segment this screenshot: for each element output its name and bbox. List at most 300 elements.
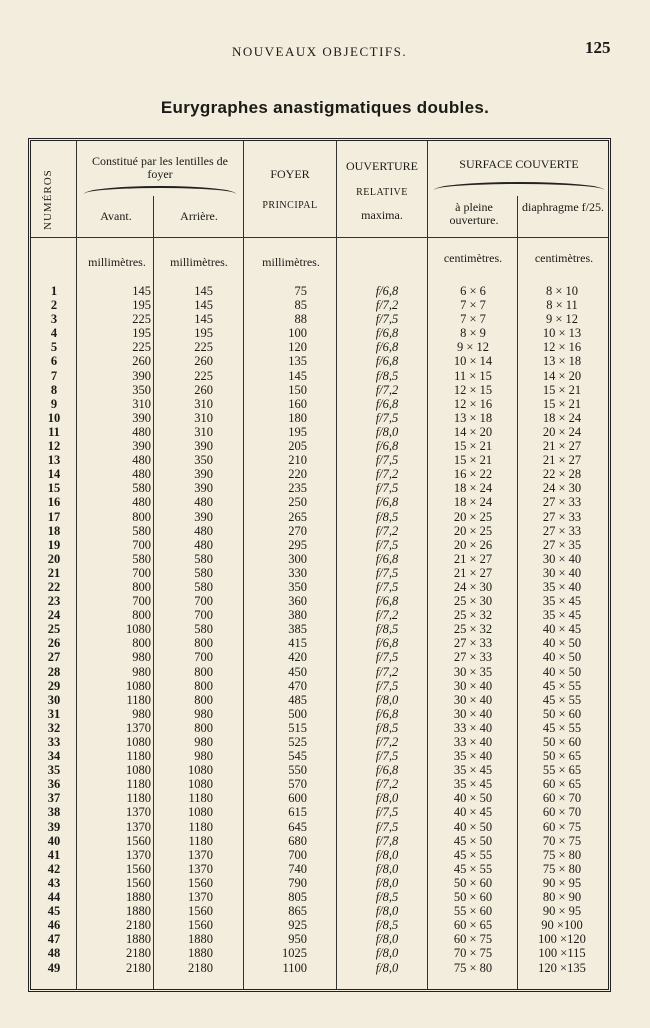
cell-arriere: 800 [194, 692, 213, 707]
cell-numero: 44 [47, 890, 61, 905]
table-row [31, 735, 608, 749]
running-head: NOUVEAUX OBJECTIFS. [232, 44, 408, 59]
cell-surface-diaphragme: 18 × 24 [542, 410, 582, 425]
cell-numero: 30 [47, 692, 61, 707]
cell-surface-diaphragme: 8 × 10 [545, 284, 579, 298]
cell-ouverture: f/7,5 [375, 481, 399, 496]
cell-foyer: 295 [288, 537, 307, 552]
cell-numero: 3 [50, 312, 58, 327]
cell-avant: 1370 [126, 720, 151, 735]
cell-ouverture: f/7,2 [375, 382, 399, 397]
cell-arriere: 225 [194, 368, 213, 383]
cell-avant: 980 [132, 664, 151, 679]
cell-avant: 145 [132, 284, 151, 298]
table-row [31, 354, 608, 368]
cell-surface-pleine: 55 × 60 [453, 904, 493, 919]
cell-foyer: 500 [288, 706, 307, 721]
cell-surface-diaphragme: 35 × 45 [542, 594, 582, 609]
cell-avant: 1370 [126, 805, 151, 820]
table-row [31, 524, 608, 538]
cell-arriere: 700 [194, 594, 213, 609]
cell-numero: 25 [47, 622, 61, 637]
cell-surface-pleine: 75 × 80 [453, 960, 493, 975]
cell-ouverture: f/7,5 [375, 565, 399, 580]
cell-avant: 580 [132, 481, 151, 496]
cell-surface-pleine: 40 × 50 [453, 819, 493, 834]
cell-surface-pleine: 35 × 45 [453, 777, 493, 792]
cell-numero: 41 [47, 847, 61, 862]
cell-numero: 8 [50, 382, 58, 397]
cell-ouverture: f/7,2 [375, 523, 399, 538]
cell-arriere: 580 [194, 622, 213, 637]
table-row [31, 876, 608, 890]
cell-surface-pleine: 9 × 12 [456, 340, 490, 355]
cell-numero: 33 [47, 735, 61, 749]
cell-numero: 20 [47, 551, 61, 566]
table-row [31, 495, 608, 509]
cell-arriere: 800 [194, 720, 213, 735]
cell-ouverture: f/7,2 [375, 777, 399, 792]
cell-surface-diaphragme: 75 × 80 [542, 847, 582, 862]
header-ouverture: OUVERTURE [346, 159, 418, 173]
cell-surface-diaphragme: 30 × 40 [542, 565, 582, 580]
cell-avant: 800 [132, 636, 151, 651]
cell-ouverture: f/8,0 [375, 875, 399, 890]
cell-foyer: 385 [288, 622, 307, 637]
cell-foyer: 485 [288, 692, 307, 707]
cell-surface-pleine: 16 × 22 [453, 467, 493, 482]
cell-ouverture: f/8,0 [375, 946, 399, 961]
table-row [31, 538, 608, 552]
header-constitue: Constitué par les lentilles de foyer [92, 154, 228, 181]
cell-ouverture: f/7,2 [375, 735, 399, 749]
cell-numero: 27 [47, 650, 61, 665]
cell-foyer: 75 [294, 284, 307, 298]
cell-numero: 28 [47, 664, 61, 679]
cell-arriere: 310 [194, 410, 213, 425]
cell-foyer: 120 [288, 340, 307, 355]
cell-surface-diaphragme: 90 × 95 [542, 904, 582, 919]
cell-surface-pleine: 11 × 15 [454, 368, 492, 383]
cell-avant: 700 [132, 565, 151, 580]
cell-foyer: 265 [288, 509, 307, 524]
cell-avant: 800 [132, 608, 151, 623]
cell-surface-pleine: 33 × 40 [453, 720, 493, 735]
cell-arriere: 580 [194, 551, 213, 566]
cell-arriere: 390 [194, 509, 213, 524]
cell-avant: 1560 [126, 861, 151, 876]
cell-surface-pleine: 25 × 32 [453, 622, 493, 637]
cell-avant: 1180 [126, 749, 151, 764]
cell-surface-pleine: 30 × 40 [453, 692, 493, 707]
cell-foyer: 250 [288, 495, 307, 510]
cell-ouverture: f/8,5 [375, 890, 399, 905]
cell-arriere: 350 [194, 453, 213, 468]
cell-surface-diaphragme: 24 × 30 [542, 481, 582, 496]
cell-ouverture: f/8,0 [375, 424, 399, 439]
table-row [31, 453, 608, 467]
cell-avant: 1560 [126, 833, 151, 848]
cell-foyer: 100 [288, 326, 307, 341]
table-row [31, 665, 608, 679]
cell-foyer: 925 [288, 918, 307, 933]
cell-ouverture: f/7,5 [375, 579, 399, 594]
cell-surface-pleine: 18 × 24 [453, 481, 493, 496]
cell-foyer: 700 [288, 847, 307, 862]
cell-avant: 260 [132, 354, 151, 369]
cell-ouverture: f/8,5 [375, 720, 399, 735]
unit-arriere: millimètres. [170, 255, 228, 269]
cell-ouverture: f/6,8 [375, 340, 399, 355]
cell-surface-diaphragme: 12 × 16 [542, 340, 582, 355]
cell-avant: 1180 [126, 692, 151, 707]
cell-arriere: 1080 [188, 763, 213, 778]
cell-numero: 32 [47, 720, 61, 735]
cell-numero: 35 [47, 763, 61, 778]
cell-foyer: 790 [288, 875, 307, 890]
cell-surface-pleine: 7 × 7 [460, 298, 486, 313]
cell-surface-pleine: 15 × 21 [453, 439, 493, 454]
header-diaphragme: diaphragme f/25. [522, 200, 604, 214]
cell-arriere: 2180 [188, 960, 213, 975]
cell-arriere: 580 [194, 565, 213, 580]
cell-numero: 5 [50, 340, 58, 355]
cell-foyer: 600 [288, 791, 307, 806]
header-surface: SURFACE COUVERTE [459, 157, 579, 171]
cell-ouverture: f/7,5 [375, 453, 399, 468]
cell-surface-pleine: 45 × 50 [453, 833, 493, 848]
cell-foyer: 195 [288, 424, 307, 439]
cell-ouverture: f/6,8 [375, 551, 399, 566]
cell-foyer: 680 [288, 833, 307, 848]
cell-ouverture: f/7,2 [375, 298, 399, 313]
cell-surface-diaphragme: 90 ×100 [541, 918, 583, 933]
cell-foyer: 420 [288, 650, 307, 665]
cell-surface-diaphragme: 55 × 65 [542, 763, 582, 778]
cell-numero: 39 [47, 819, 61, 834]
cell-avant: 1080 [126, 678, 151, 693]
cell-arriere: 145 [194, 284, 213, 298]
cell-avant: 1080 [126, 763, 151, 778]
cell-numero: 42 [47, 861, 61, 876]
header-avant: Avant. [100, 209, 132, 223]
header-pleine: à pleine ouverture. [449, 200, 499, 227]
cell-foyer: 550 [288, 763, 307, 778]
cell-foyer: 330 [288, 565, 307, 580]
cell-surface-diaphragme: 75 × 80 [542, 861, 582, 876]
table-row [31, 397, 608, 411]
cell-numero: 11 [48, 424, 60, 439]
cell-ouverture: f/6,8 [375, 495, 399, 510]
cell-arriere: 580 [194, 579, 213, 594]
cell-surface-diaphragme: 100 ×115 [538, 946, 586, 961]
table-row [31, 467, 608, 481]
cell-arriere: 480 [194, 523, 213, 538]
cell-avant: 310 [132, 396, 151, 411]
cell-ouverture: f/8,0 [375, 692, 399, 707]
cell-foyer: 145 [288, 368, 307, 383]
cell-arriere: 1180 [188, 819, 213, 834]
cell-foyer: 740 [288, 861, 307, 876]
cell-avant: 2180 [126, 946, 151, 961]
cell-foyer: 470 [288, 678, 307, 693]
cell-foyer: 515 [288, 720, 307, 735]
cell-ouverture: f/6,8 [375, 326, 399, 341]
header-principal: PRINCIPAL [262, 200, 318, 211]
table-row [31, 749, 608, 763]
cell-avant: 980 [132, 706, 151, 721]
table-row [31, 411, 608, 425]
cell-foyer: 1025 [282, 946, 307, 961]
cell-ouverture: f/8,0 [375, 861, 399, 876]
cell-arriere: 1180 [188, 833, 213, 848]
cell-ouverture: f/8,5 [375, 509, 399, 524]
cell-surface-pleine: 7 × 7 [460, 312, 486, 327]
cell-ouverture: f/8,0 [375, 904, 399, 919]
cell-surface-diaphragme: 50 × 60 [542, 735, 582, 749]
cell-surface-pleine: 24 × 30 [453, 579, 493, 594]
cell-foyer: 160 [288, 396, 307, 411]
cell-arriere: 980 [194, 706, 213, 721]
cell-foyer: 210 [288, 453, 307, 468]
cell-avant: 195 [132, 298, 151, 313]
cell-surface-diaphragme: 90 × 95 [542, 875, 582, 890]
cell-surface-pleine: 60 × 75 [453, 932, 493, 947]
cell-surface-pleine: 70 × 75 [453, 946, 493, 961]
cell-foyer: 235 [288, 481, 307, 496]
cell-ouverture: f/6,8 [375, 354, 399, 369]
cell-foyer: 450 [288, 664, 307, 679]
cell-ouverture: f/8,5 [375, 368, 399, 383]
cell-arriere: 1560 [188, 904, 213, 919]
header-maxima: maxima. [361, 208, 403, 222]
cell-surface-pleine: 8 × 9 [460, 326, 486, 341]
cell-arriere: 800 [194, 664, 213, 679]
cell-numero: 10 [47, 410, 61, 425]
table-row [31, 622, 608, 636]
cell-avant: 1880 [126, 904, 151, 919]
table-row [31, 961, 608, 975]
cell-numero: 17 [47, 509, 61, 524]
cell-foyer: 135 [288, 354, 307, 369]
cell-surface-pleine: 40 × 45 [453, 805, 493, 820]
table-row [31, 594, 608, 608]
cell-surface-pleine: 30 × 40 [453, 678, 493, 693]
cell-arriere: 310 [194, 396, 213, 411]
cell-foyer: 615 [288, 805, 307, 820]
table-row [31, 693, 608, 707]
cell-surface-pleine: 30 × 40 [453, 706, 493, 721]
cell-ouverture: f/8,0 [375, 791, 399, 806]
cell-foyer: 865 [288, 904, 307, 919]
cell-numero: 49 [47, 960, 61, 975]
cell-arriere: 390 [194, 467, 213, 482]
unit-pleine: centimètres. [443, 251, 503, 265]
table-row [31, 552, 608, 566]
cell-ouverture: f/7,5 [375, 410, 399, 425]
cell-ouverture: f/8,0 [375, 960, 399, 975]
cell-numero: 2 [50, 298, 58, 313]
table-row [31, 340, 608, 354]
cell-surface-diaphragme: 45 × 55 [542, 720, 582, 735]
cell-numero: 19 [47, 537, 61, 552]
cell-surface-pleine: 14 × 20 [453, 424, 493, 439]
cell-arriere: 1560 [188, 875, 213, 890]
cell-foyer: 360 [288, 594, 307, 609]
table-row [31, 834, 608, 848]
cell-foyer: 645 [288, 819, 307, 834]
cell-surface-diaphragme: 35 × 45 [542, 608, 582, 623]
cell-avant: 1880 [126, 890, 151, 905]
cell-surface-pleine: 60 × 65 [453, 918, 493, 933]
cell-surface-diaphragme: 15 × 21 [542, 382, 582, 397]
cell-foyer: 300 [288, 551, 307, 566]
cell-ouverture: f/8,0 [375, 847, 399, 862]
cell-numero: 7 [50, 368, 58, 383]
cell-avant: 700 [132, 594, 151, 609]
cell-avant: 1080 [126, 622, 151, 637]
cell-surface-pleine: 50 × 60 [453, 890, 493, 905]
cell-numero: 21 [47, 565, 61, 580]
cell-foyer: 220 [288, 467, 307, 482]
cell-surface-diaphragme: 9 × 12 [545, 312, 579, 327]
cell-surface-diaphragme: 27 × 33 [542, 523, 582, 538]
cell-arriere: 1560 [188, 918, 213, 933]
cell-surface-diaphragme: 50 × 60 [542, 706, 582, 721]
cell-surface-diaphragme: 13 × 18 [542, 354, 582, 369]
cell-ouverture: f/7,5 [375, 749, 399, 764]
cell-ouverture: f/7,5 [375, 537, 399, 552]
cell-avant: 1370 [126, 847, 151, 862]
cell-numero: 9 [50, 396, 58, 411]
cell-surface-diaphragme: 60 × 65 [542, 777, 582, 792]
cell-avant: 480 [132, 424, 151, 439]
table-row [31, 383, 608, 397]
cell-surface-diaphragme: 22 × 28 [542, 467, 582, 482]
cell-foyer: 525 [288, 735, 307, 749]
cell-ouverture: f/8,5 [375, 918, 399, 933]
cell-arriere: 1880 [188, 932, 213, 947]
cell-foyer: 85 [294, 298, 307, 313]
cell-numero: 15 [47, 481, 61, 496]
table-row [31, 312, 608, 326]
table-row [31, 566, 608, 580]
cell-surface-diaphragme: 60 × 70 [542, 805, 582, 820]
cell-avant: 980 [132, 650, 151, 665]
cell-numero: 6 [50, 354, 58, 369]
cell-arriere: 225 [194, 340, 213, 355]
cell-avant: 390 [132, 439, 151, 454]
cell-numero: 1 [50, 284, 58, 298]
cell-arriere: 980 [194, 749, 213, 764]
cell-surface-pleine: 25 × 30 [453, 594, 493, 609]
cell-surface-pleine: 35 × 45 [453, 763, 493, 778]
cell-numero: 16 [47, 495, 61, 510]
cell-ouverture: f/7,2 [375, 664, 399, 679]
cell-surface-pleine: 30 × 35 [453, 664, 493, 679]
cell-avant: 1560 [126, 875, 151, 890]
table-row [31, 890, 608, 904]
cell-numero: 46 [47, 918, 61, 933]
table-row [31, 439, 608, 453]
cell-surface-pleine: 21 × 27 [453, 551, 493, 566]
cell-numero: 48 [47, 946, 61, 961]
table-row [31, 608, 608, 622]
cell-arriere: 980 [194, 735, 213, 749]
cell-ouverture: f/6,8 [375, 636, 399, 651]
cell-foyer: 88 [294, 312, 307, 327]
table-title: Eurygraphes anastigmatiques doubles. [160, 98, 490, 117]
cell-avant: 1370 [126, 819, 151, 834]
table-row [31, 679, 608, 693]
cell-ouverture: f/7,2 [375, 608, 399, 623]
cell-ouverture: f/7,5 [375, 819, 399, 834]
cell-surface-pleine: 15 × 21 [453, 453, 493, 468]
cell-arriere: 390 [194, 481, 213, 496]
header-foyer: FOYER [270, 167, 310, 181]
cell-surface-diaphragme: 15 × 21 [542, 396, 582, 411]
cell-surface-diaphragme: 120 ×135 [538, 960, 586, 975]
cell-arriere: 1370 [188, 890, 213, 905]
unit-avant: millimètres. [88, 255, 146, 269]
cell-avant: 350 [132, 382, 151, 397]
cell-ouverture: f/7,5 [375, 312, 399, 327]
cell-ouverture: f/8,5 [375, 622, 399, 637]
cell-arriere: 260 [194, 382, 213, 397]
cell-surface-diaphragme: 40 × 50 [542, 636, 582, 651]
cell-avant: 195 [132, 326, 151, 341]
cell-surface-diaphragme: 21 × 27 [542, 453, 582, 468]
cell-surface-pleine: 12 × 16 [453, 396, 493, 411]
cell-ouverture: f/8,0 [375, 932, 399, 947]
cell-arriere: 310 [194, 424, 213, 439]
cell-surface-pleine: 20 × 25 [453, 509, 493, 524]
cell-surface-pleine: 27 × 33 [453, 650, 493, 665]
cell-arriere: 1080 [188, 805, 213, 820]
cell-avant: 800 [132, 579, 151, 594]
cell-surface-pleine: 21 × 27 [453, 565, 493, 580]
cell-ouverture: f/6,8 [375, 594, 399, 609]
cell-arriere: 390 [194, 439, 213, 454]
table-row [31, 946, 608, 960]
cell-surface-pleine: 20 × 26 [453, 537, 493, 552]
cell-avant: 700 [132, 537, 151, 552]
cell-avant: 800 [132, 509, 151, 524]
table-row [31, 284, 608, 298]
cell-foyer: 180 [288, 410, 307, 425]
table-row [31, 904, 608, 918]
cell-foyer: 805 [288, 890, 307, 905]
cell-ouverture: f/6,8 [375, 284, 399, 298]
cell-surface-pleine: 20 × 25 [453, 523, 493, 538]
cell-numero: 36 [47, 777, 61, 792]
cell-surface-diaphragme: 35 × 40 [542, 579, 582, 594]
table-row [31, 425, 608, 439]
table-row [31, 481, 608, 495]
cell-surface-diaphragme: 45 × 55 [542, 692, 582, 707]
cell-numero: 40 [47, 833, 61, 848]
table-row [31, 918, 608, 932]
cell-ouverture: f/6,8 [375, 763, 399, 778]
cell-numero: 24 [47, 608, 61, 623]
cell-numero: 34 [47, 749, 61, 764]
cell-foyer: 350 [288, 579, 307, 594]
cell-avant: 480 [132, 467, 151, 482]
cell-numero: 18 [47, 523, 61, 538]
cell-avant: 1080 [126, 735, 151, 749]
cell-arriere: 700 [194, 650, 213, 665]
cell-arriere: 195 [194, 326, 213, 341]
